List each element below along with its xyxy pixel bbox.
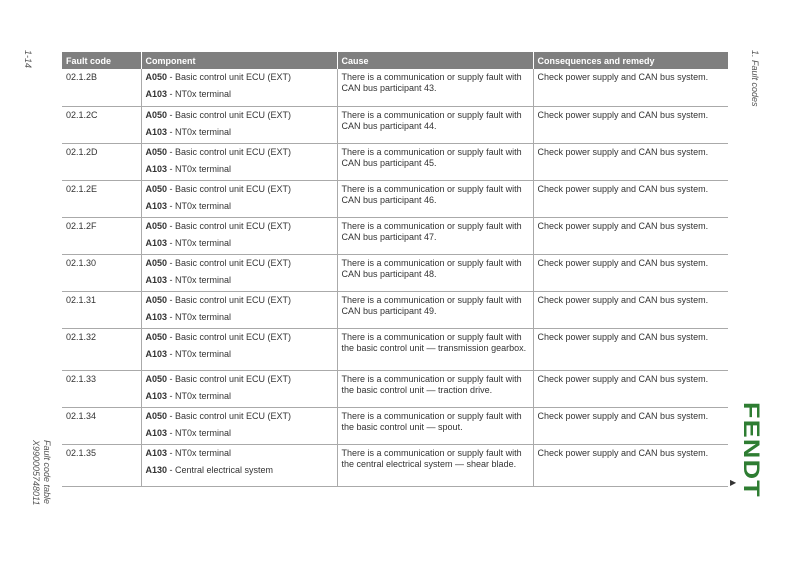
header-fault-code: Fault code [62,52,141,69]
component-description: - Basic control unit ECU (EXT) [167,373,292,384]
table-row [62,407,728,444]
component-cell [141,217,337,254]
table-row [62,217,728,254]
remedy-cell: Check power supply and CAN bus system. [533,328,728,370]
remedy-cell: Check power supply and CAN bus system. [533,69,728,106]
component-description: - Basic control unit ECU (EXT) [167,331,292,342]
cause-cell: There is a communication or supply fault with CAN bus participant 48. [337,254,533,291]
component-entry [146,89,333,100]
remedy-cell: Check power supply and CAN bus system. [533,407,728,444]
component-id: A050 [145,183,168,194]
component-entry [146,465,333,476]
component-cell [141,106,337,143]
component-cell [141,291,337,328]
component-id: A130 [145,464,168,475]
component-description: - Basic control unit ECU (EXT) [167,257,292,268]
component-description: - NT0x terminal [167,274,232,285]
component-id: A050 [145,410,168,421]
component-description: - NT0x terminal [167,447,232,458]
component-entry [146,238,333,249]
component-id: A103 [145,427,168,438]
fault-code-cell: 02.1.2D [62,143,141,180]
component-description: - NT0x terminal [167,89,232,99]
header-cause: Cause [337,52,533,69]
component-entry [146,221,333,232]
table-row [62,143,728,180]
component-id: A103 [145,126,168,137]
remedy-cell: Check power supply and CAN bus system. [533,291,728,328]
remedy-cell: Check power supply and CAN bus system. [533,106,728,143]
header-remedy: Consequences and remedy [533,52,728,69]
component-description: - NT0x terminal [167,126,232,137]
remedy-cell: Check power supply and CAN bus system. [533,444,728,486]
remedy-cell: Check power supply and CAN bus system. [533,217,728,254]
table-row [62,106,728,143]
component-id: A103 [145,163,168,174]
table-body [62,69,728,486]
remedy-cell: Check power supply and CAN bus system. [533,180,728,217]
fault-code-cell: 02.1.31 [62,291,141,328]
cause-cell: There is a communication or supply fault with the basic control unit — spout. [337,407,533,444]
component-id: A103 [145,237,168,248]
fault-code-cell: 02.1.2B [62,69,141,106]
component-entry [146,428,333,439]
component-description: - Basic control unit ECU (EXT) [167,72,292,82]
component-id: A050 [145,257,168,268]
cause-cell: There is a communication or supply fault with CAN bus participant 45. [337,143,533,180]
fendt-logo-text: FENDT [739,402,764,481]
fendt-logo [739,400,764,498]
fault-code-cell: 02.1.30 [62,254,141,291]
component-description: - NT0x terminal [167,200,232,211]
table-row [62,328,728,370]
table-row [62,69,728,106]
component-description: - NT0x terminal [167,427,232,438]
component-entry [146,312,333,323]
component-entry [146,127,333,138]
fault-code-table [62,52,728,487]
table-row [62,291,728,328]
page-number: 1-14 [23,50,33,69]
component-description: - NT0x terminal [167,348,232,359]
component-description: - Central electrical system [167,464,274,475]
component-id: A103 [145,274,168,285]
footer-doc-info [30,440,52,505]
section-title: 1. Fault codes [750,50,760,107]
component-id: A050 [145,331,168,342]
fault-code-cell: 02.1.2F [62,217,141,254]
component-cell [141,254,337,291]
component-entry [146,275,333,286]
component-id: A050 [145,72,168,82]
component-entry [146,201,333,212]
component-entry [146,391,333,402]
component-entry [146,184,333,195]
component-cell [141,180,337,217]
component-cell [141,370,337,407]
cause-cell: There is a communication or supply fault with CAN bus participant 43. [337,69,533,106]
fault-code-cell: 02.1.2C [62,106,141,143]
table-row [62,254,728,291]
footer-title: Fault code table [42,440,52,505]
component-description: - Basic control unit ECU (EXT) [167,109,292,120]
fault-code-cell: 02.1.32 [62,328,141,370]
component-entry [146,448,333,459]
table-row [62,370,728,407]
component-id: A050 [145,373,168,384]
cause-cell: There is a communication or supply fault with the basic control unit — transmission gearbox. [337,328,533,370]
component-entry [146,349,333,360]
component-description: - NT0x terminal [167,311,232,322]
component-description: - Basic control unit ECU (EXT) [167,294,292,305]
component-entry [146,374,333,385]
component-entry [146,295,333,306]
remedy-cell: Check power supply and CAN bus system. [533,143,728,180]
component-description: - NT0x terminal [167,237,232,248]
cause-cell: There is a communication or supply fault with CAN bus participant 49. [337,291,533,328]
component-description: - Basic control unit ECU (EXT) [167,183,292,194]
component-entry [146,332,333,343]
next-page-arrow-icon: ▶ [730,478,737,487]
component-id: A103 [145,447,168,458]
component-id: A050 [145,294,168,305]
component-id: A103 [145,200,168,211]
component-cell [141,69,337,106]
component-entry [146,258,333,269]
component-id: A103 [145,390,168,401]
component-id: A050 [145,146,168,157]
component-cell [141,444,337,486]
fault-code-cell: 02.1.2E [62,180,141,217]
component-description: - NT0x terminal [167,163,232,174]
component-id: A050 [145,109,168,120]
table-row [62,180,728,217]
component-cell [141,407,337,444]
component-description: - NT0x terminal [167,390,232,401]
component-entry [146,72,333,83]
doc-number: X990005748011 [31,440,41,506]
fault-code-cell: 02.1.34 [62,407,141,444]
component-description: - Basic control unit ECU (EXT) [167,220,292,231]
table-row [62,444,728,486]
component-entry [146,147,333,158]
component-id: A103 [145,311,168,322]
remedy-cell: Check power supply and CAN bus system. [533,254,728,291]
cause-cell: There is a communication or supply fault with the central electrical system — shear blade. [337,444,533,486]
table-header-row [62,52,728,69]
component-id: A050 [145,220,168,231]
cause-cell: There is a communication or supply fault with CAN bus participant 44. [337,106,533,143]
component-entry [146,164,333,175]
header-component: Component [141,52,337,69]
fault-code-cell: 02.1.35 [62,444,141,486]
component-entry [146,110,333,121]
cause-cell: There is a communication or supply fault with CAN bus participant 47. [337,217,533,254]
fault-code-cell: 02.1.33 [62,370,141,407]
component-cell [141,328,337,370]
component-id: A103 [145,89,168,99]
component-description: - Basic control unit ECU (EXT) [167,410,292,421]
cause-cell: There is a communication or supply fault with CAN bus participant 46. [337,180,533,217]
component-id: A103 [145,348,168,359]
component-entry [146,411,333,422]
component-cell [141,143,337,180]
cause-cell: There is a communication or supply fault with the basic control unit — traction drive. [337,370,533,407]
remedy-cell: Check power supply and CAN bus system. [533,370,728,407]
component-description: - Basic control unit ECU (EXT) [167,146,292,157]
